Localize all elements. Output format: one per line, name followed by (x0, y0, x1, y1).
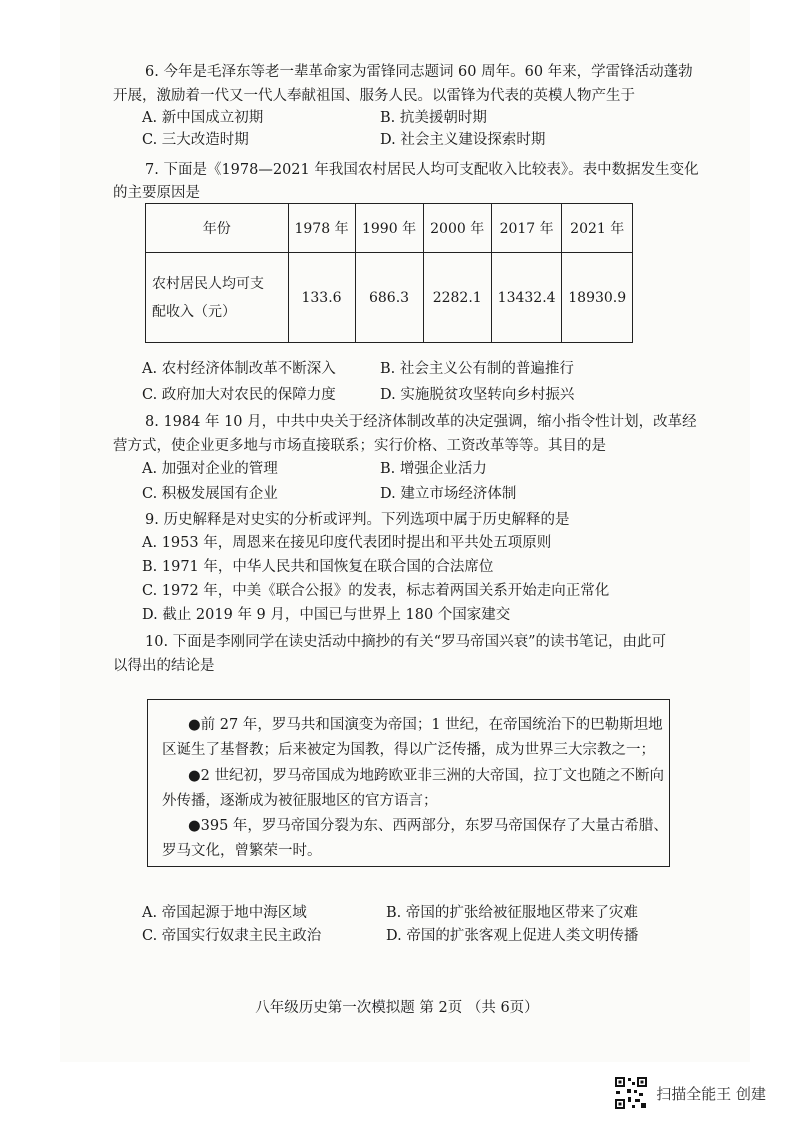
table-year-2000: 2000 年 (423, 204, 491, 253)
q6-option-a: A. 新中国成立初期 (142, 110, 264, 126)
income-table (145, 203, 633, 343)
table-year-2017: 2017 年 (491, 204, 562, 253)
q7-stem-line1: 7. 下面是《1978—2021 年我国农村居民人均可支配收入比较表》。表中数据发生变化 (145, 162, 699, 178)
q10-stem-line2: 以得出的结论是 (113, 658, 215, 674)
scanner-watermark (614, 1076, 766, 1110)
q10-option-b: B. 帝国的扩张给被征服地区带来了灾难 (386, 905, 638, 921)
note-line-1: ●前 27 年，罗马共和国演变为帝国；1 世纪，在帝国统治下的巴勒斯坦地 (188, 717, 663, 733)
table-value-2021: 18930.9 (562, 253, 633, 343)
q7-option-a: A. 农村经济体制改革不断深入 (142, 361, 336, 377)
q9-stem-line1: 9. 历史解释是对史实的分析或评判。下列选项中属于历史解释的是 (145, 512, 570, 528)
q10-option-a: A. 帝国起源于地中海区域 (142, 905, 307, 921)
row-label-line1: 农村居民人均可支 (152, 275, 264, 292)
note-line-4: 外传播，逐渐成为被征服地区的官方语言； (162, 793, 438, 809)
table-header-row (146, 204, 633, 253)
table-value-1990: 686.3 (355, 253, 423, 343)
q6-option-d: D. 社会主义建设探索时期 (380, 132, 546, 148)
q6-stem-line2: 开展，激励着一代又一代人奉献祖国、服务人民。以雷锋为代表的英模人物产生于 (113, 88, 635, 104)
q8-option-c: C. 积极发展国有企业 (142, 486, 278, 502)
q10-stem-line1: 10. 下面是李刚同学在读史活动中摘抄的有关“罗马帝国兴衰”的读书笔记，由此可 (145, 634, 666, 650)
q10-option-c: C. 帝国实行奴隶主民主政治 (142, 928, 322, 944)
table-year-2021: 2021 年 (562, 204, 633, 253)
table-header-label: 年份 (146, 204, 289, 253)
table-year-1990: 1990 年 (355, 204, 423, 253)
q6-option-b: B. 抗美援朝时期 (380, 110, 487, 126)
table-value-2000: 2282.1 (423, 253, 491, 343)
q7-stem-line2: 的主要原因是 (113, 185, 200, 201)
table-year-1978: 1978 年 (288, 204, 355, 253)
q9-option-c: C. 1972 年，中美《联合公报》的发表，标志着两国关系开始走向正常化 (142, 583, 610, 599)
q9-option-a: A. 1953 年，周恩来在接见印度代表团时提出和平共处五项原则 (142, 535, 552, 551)
table-row-label (146, 253, 289, 343)
q8-option-a: A. 加强对企业的管理 (142, 461, 278, 477)
page-footer: 八年级历史第一次模拟题 第 2页 （共 6页） (255, 1000, 539, 1016)
note-line-6: 罗马文化，曾繁荣一时。 (162, 843, 322, 859)
q8-stem-line1: 8. 1984 年 10 月，中共中央关于经济体制改革的决定强调，缩小指令性计划，改革经 (145, 414, 697, 430)
q6-stem-line1: 6. 今年是毛泽东等老一辈革命家为雷锋同志题词 60 周年。60 年来，学雷锋活动蓬勃 (145, 64, 693, 80)
q7-option-b: B. 社会主义公有制的普遍推行 (380, 361, 574, 377)
q9-option-b: B. 1971 年，中华人民共和国恢复在联合国的合法席位 (142, 559, 494, 575)
q8-option-d: D. 建立市场经济体制 (380, 486, 517, 502)
q8-stem-line2: 营方式，使企业更多地与市场直接联系；实行价格、工资改革等等。其目的是 (113, 438, 606, 454)
row-label-line2: 配收入（元） (152, 303, 236, 320)
reading-notes-box (147, 699, 670, 867)
note-line-5: ●395 年，罗马帝国分裂为东、西两部分，东罗马帝国保存了大量古希腊、 (188, 818, 668, 834)
table-value-1978: 133.6 (288, 253, 355, 343)
q8-option-b: B. 增强企业活力 (380, 461, 487, 477)
q10-option-d: D. 帝国的扩张客观上促进人类文明传播 (386, 928, 639, 944)
q7-option-c: C. 政府加大对农民的保障力度 (142, 387, 336, 403)
note-line-3: ●2 世纪初，罗马帝国成为地跨欧亚非三洲的大帝国，拉丁文也随之不断向 (188, 768, 664, 784)
q9-option-d: D. 截止 2019 年 9 月，中国已与世界上 180 个国家建交 (142, 607, 511, 623)
q7-option-d: D. 实施脱贫攻坚转向乡村振兴 (380, 387, 575, 403)
table-value-2017: 13432.4 (491, 253, 562, 343)
watermark-text: 扫描全能王 创建 (656, 1084, 766, 1103)
qr-code-icon (614, 1076, 648, 1110)
q6-option-c: C. 三大改造时期 (142, 132, 249, 148)
note-line-2: 区诞生了基督教；后来被定为国教，得以广泛传播，成为世界三大宗教之一； (162, 742, 655, 758)
table-data-row (146, 253, 633, 343)
